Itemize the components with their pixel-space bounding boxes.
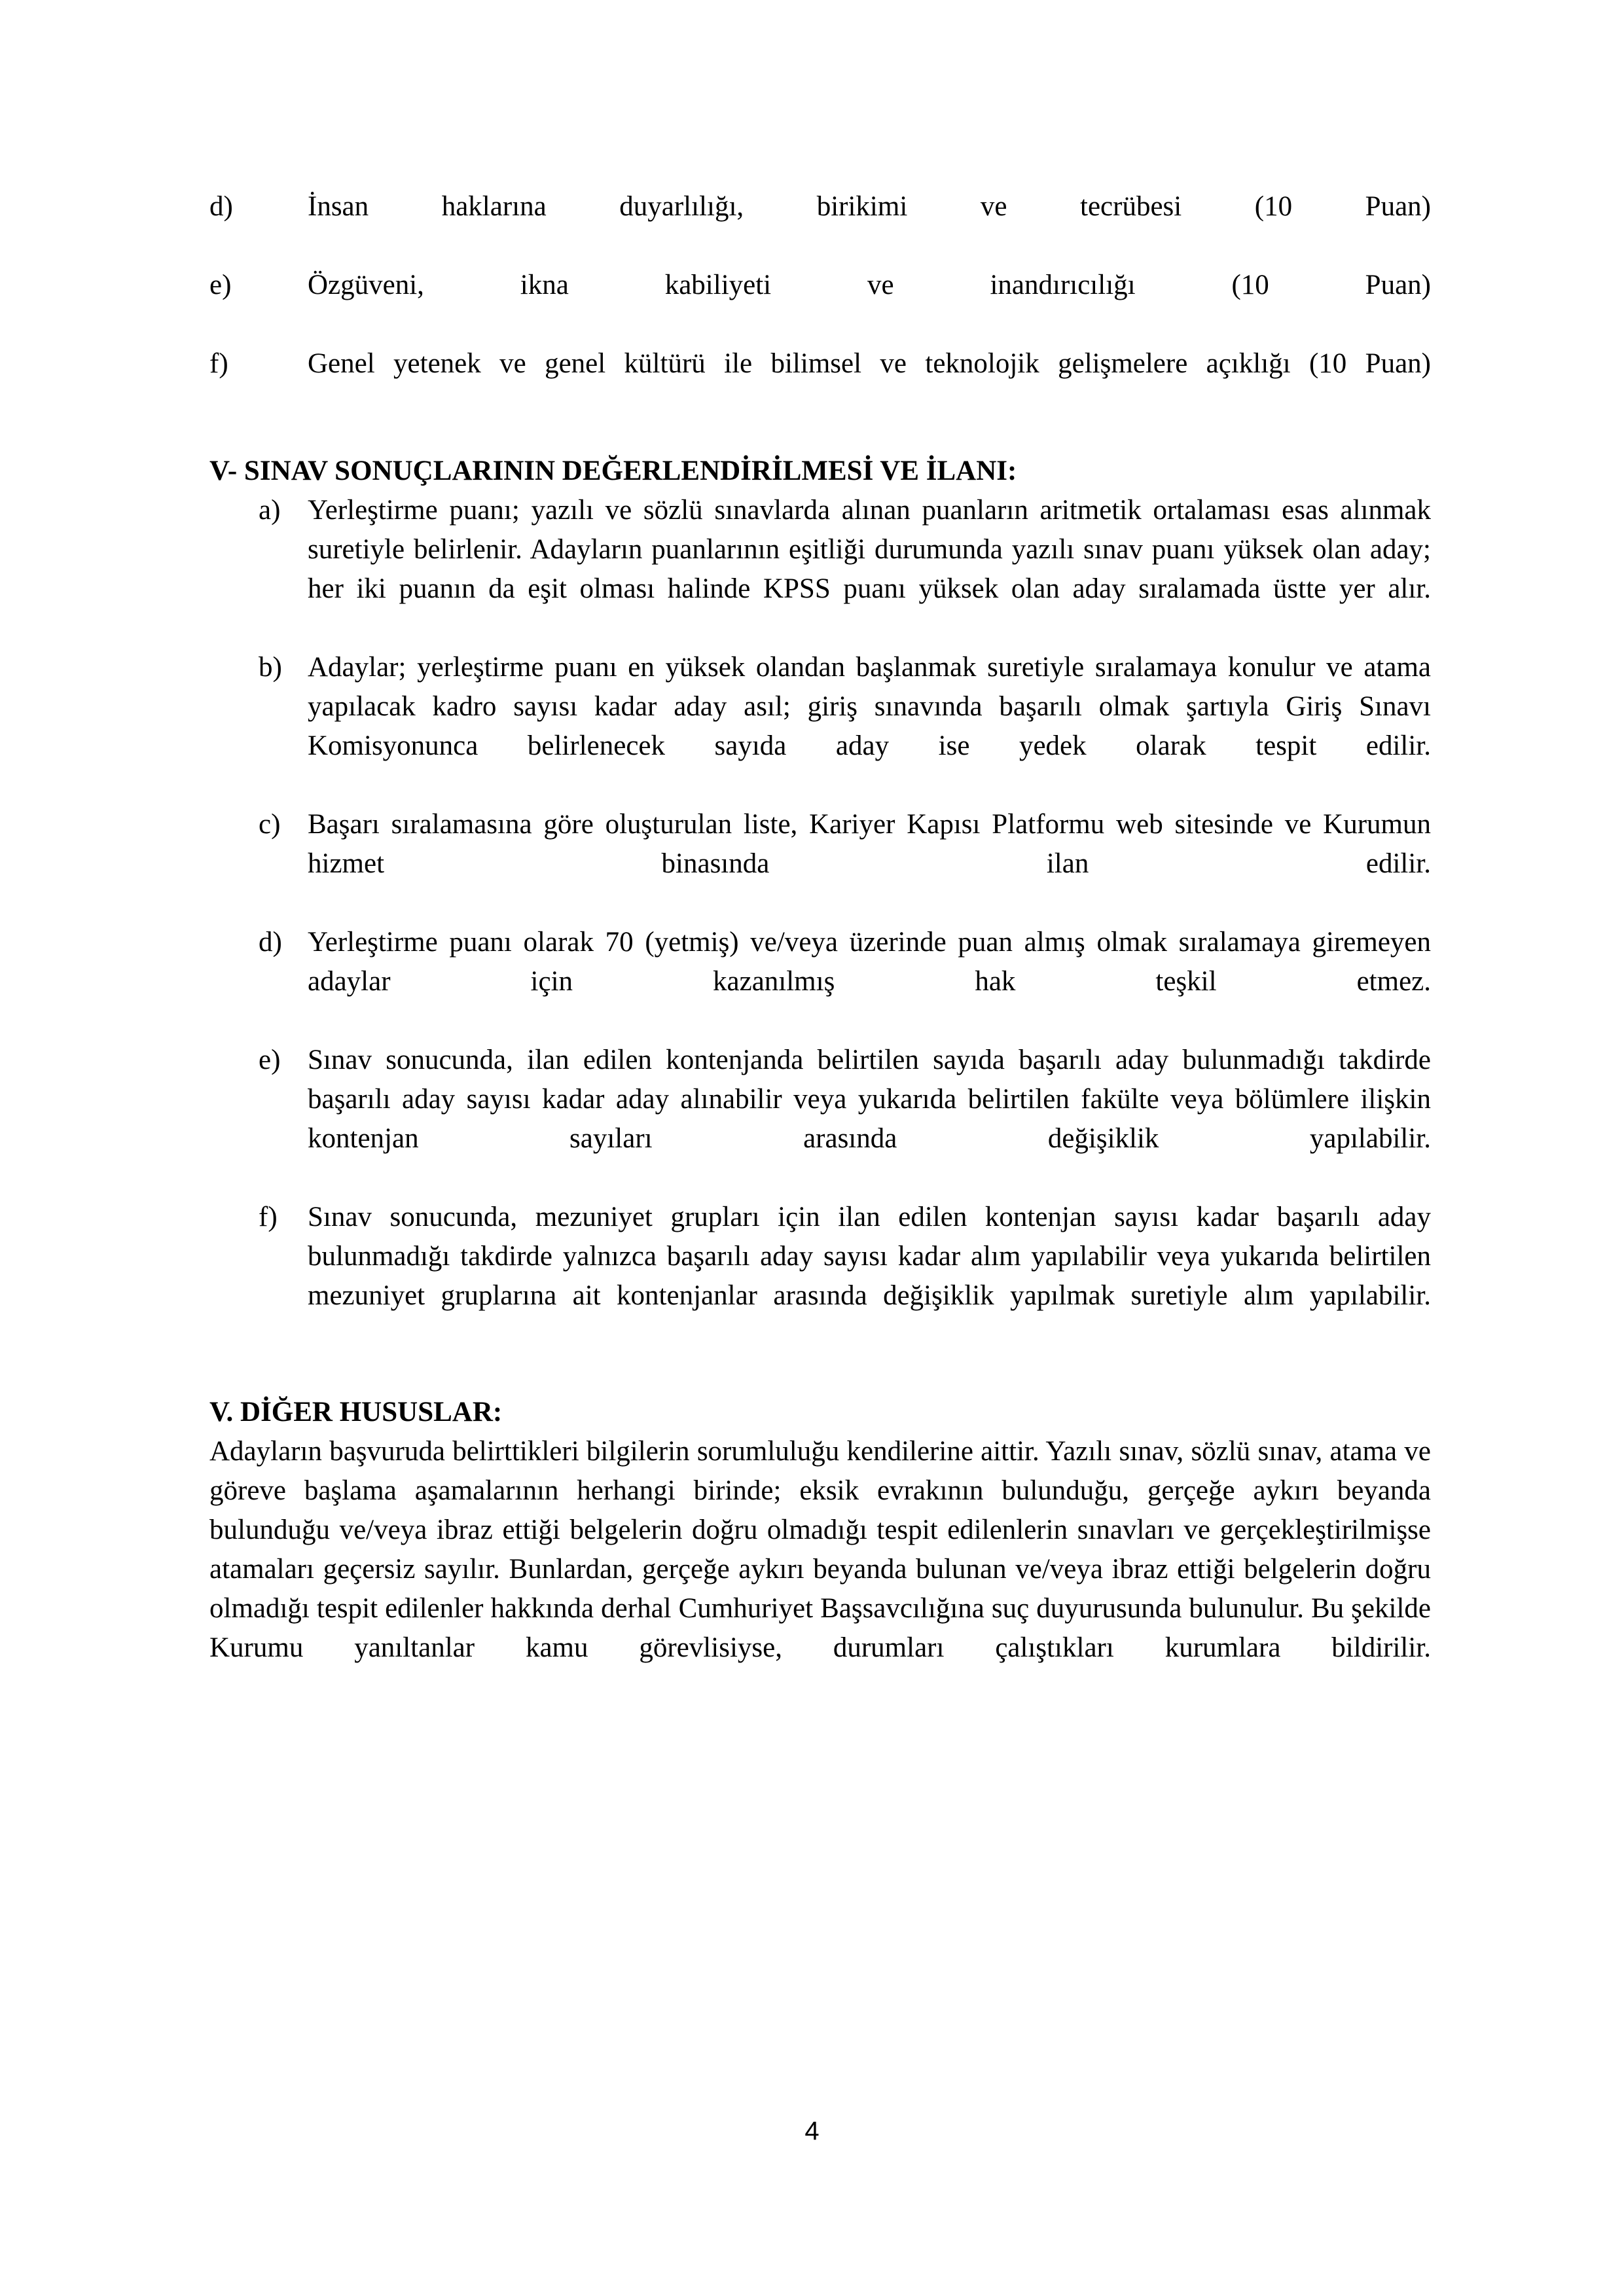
list-marker: f) (259, 1202, 278, 1232)
list-marker: f) (209, 348, 228, 379)
section-heading-evaluation: V- SINAV SONUÇLARININ DEĞERLENDİRİLMESİ VE İLANI: (209, 456, 1017, 486)
list-marker: d) (259, 927, 282, 958)
list-item-text: İnsan haklarına duyarlılığı, birikimi ve tecrübesi (10 Puan) (308, 191, 1431, 222)
list-item-text: Sınav sonucunda, ilan edilen kontenjanda belirtilen sayıda başarılı aday bulunmadığı takdirde başarılı aday sayısı kadar aday alınabilir veya yukarıda belirtilen fakülte veya bölümlere ilişkin kontenjan sayıları arasında değişiklik yapılabilir. (308, 1045, 1431, 1154)
list-item-text: Yerleştirme puanı; yazılı ve sözlü sınavlarda alınan puanların aritmetik ortalaması esas alınmak suretiyle belirlenir. Adayların puanlarının eşitliği durumunda yazılı sınav puanı yüksek olan aday; her iki puanın da eşit olması halinde KPSS puanı yüksek olan aday sıralamada üstte yer alır. (308, 495, 1431, 604)
list-marker: c) (259, 809, 281, 840)
list-item (209, 266, 1431, 344)
list-item (209, 1041, 1431, 1198)
list-marker: e) (259, 1045, 281, 1075)
list-marker: e) (209, 270, 232, 300)
list-item (209, 491, 1431, 648)
page-content (209, 187, 1431, 1707)
list-item-text: Genel yetenek ve genel kültürü ile bilimsel ve teknolojik gelişmelere açıklığı (10 Puan) (308, 348, 1431, 379)
page-number: 4 (804, 2117, 820, 2145)
other-matters-paragraph: Adayların başvuruda belirttikleri bilgilerin sorumluluğu kendilerine aittir. Yazılı sınav, sözlü sınav, atama ve göreve başlama aşamalarının herhangi birinde; eksik evrakının bulunduğu, gerçeğe aykırı beyanda bulunduğu ve/veya ibraz ettiği belgelerin doğru olmadığı tespit edilenlerin sınavları ve gerçekleştirilmişse atamaları geçersiz sayılır. Bunlardan, gerçeğe aykırı beyanda bulunan ve/veya ibraz ettiği belgelerin doğru olmadığı tespit edilenler hakkında derhal Cumhuriyet Başsavcılığına suç duyurusunda bulunulur. Bu şekilde Kurumu yanıltanlar kamu görevlisiyse, durumları çalıştıkları kurumlara bildirilir. (209, 1436, 1431, 1663)
criteria-continued-list (209, 187, 1431, 423)
list-item (209, 805, 1431, 923)
list-item (209, 1198, 1431, 1355)
list-item (209, 187, 1431, 266)
list-item (209, 648, 1431, 805)
list-marker: b) (259, 652, 282, 683)
list-item-text: Sınav sonucunda, mezuniyet grupları için ilan edilen kontenjan sayısı kadar başarılı aday bulunmadığı takdirde yalnızca başarılı aday sayısı kadar alım yapılabilir veya yukarıda belirtilen mezuniyet gruplarına ait kontenjanlar arasında değişiklik yapılmak suretiyle alım yapılabilir. (308, 1202, 1431, 1311)
list-item (209, 344, 1431, 423)
list-item-text: Adaylar; yerleştirme puanı en yüksek olandan başlanmak suretiyle sıralamaya konulur ve atama yapılacak kadro sayısı kadar aday asıl; giriş sınavında başarılı olmak şartıyla Giriş Sınavı Komisyonunca belirlenecek sayıda aday ise yedek olarak tespit edilir. (308, 652, 1431, 761)
list-marker: d) (209, 191, 233, 222)
list-item-text: Başarı sıralamasına göre oluşturulan liste, Kariyer Kapısı Platformu web sitesinde ve Kurumun hizmet binasında ilan edilir. (308, 809, 1431, 879)
list-item (209, 923, 1431, 1041)
list-item-text: Yerleştirme puanı olarak 70 (yetmiş) ve/veya üzerinde puan almış olmak sıralamaya giremeyen adaylar için kazanılmış hak teşkil etmez. (308, 927, 1431, 997)
evaluation-items-list (209, 491, 1431, 1355)
list-item-text: Özgüveni, ikna kabiliyeti ve inandırıcılığı (10 Puan) (308, 270, 1431, 300)
list-marker: a) (259, 495, 281, 526)
section-heading-other-matters: V. DİĞER HUSUSLAR: (209, 1397, 503, 1427)
